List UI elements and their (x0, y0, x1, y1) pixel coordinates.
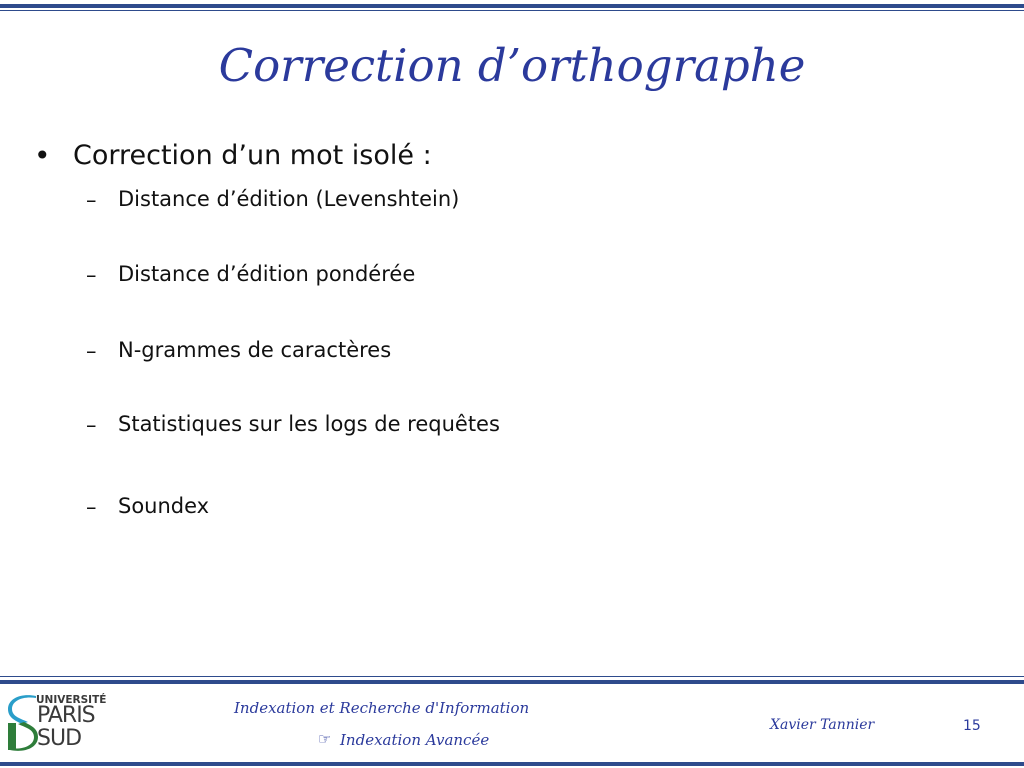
footer-subtitle: Indexation Avancée (340, 731, 490, 749)
sub-item-marker: – (86, 413, 97, 437)
university-logo (6, 694, 116, 754)
bottom-rule-thick (0, 680, 1024, 684)
sub-item-marker: – (86, 263, 97, 287)
slide-title: Correction d’orthographe (218, 39, 806, 92)
bullet-text: Correction d’un mot isolé : (73, 140, 432, 171)
footer-course-title: Indexation et Recherche d'Information (234, 699, 530, 717)
bottom-rule-thin (0, 676, 1024, 677)
university-s-logo-icon (6, 694, 40, 752)
page-number: 15 (963, 718, 981, 734)
sub-item-text: Soundex (118, 494, 210, 518)
bullet-marker: • (34, 139, 51, 172)
sub-item-marker: – (86, 339, 97, 363)
sub-item-marker: – (86, 495, 97, 519)
sub-item-marker: – (86, 188, 97, 212)
top-rule-thick (0, 4, 1024, 8)
logo-university-text: UNIVERSITÉ (36, 694, 107, 706)
sub-item-text: Distance d’édition pondérée (118, 262, 416, 286)
hand-pointing-icon: ☞ (318, 730, 332, 748)
sub-item-text: Distance d’édition (Levenshtein) (118, 187, 460, 211)
footer-author: Xavier Tannier (770, 717, 875, 733)
logo-sud-text: SUD (37, 726, 82, 751)
top-rule-thin (0, 10, 1024, 11)
sub-item-text: N-grammes de caractères (118, 338, 392, 362)
logo-paris-text: PARIS (37, 703, 95, 728)
sub-item-text: Statistiques sur les logs de requêtes (118, 412, 500, 436)
bottom-border (0, 762, 1024, 766)
